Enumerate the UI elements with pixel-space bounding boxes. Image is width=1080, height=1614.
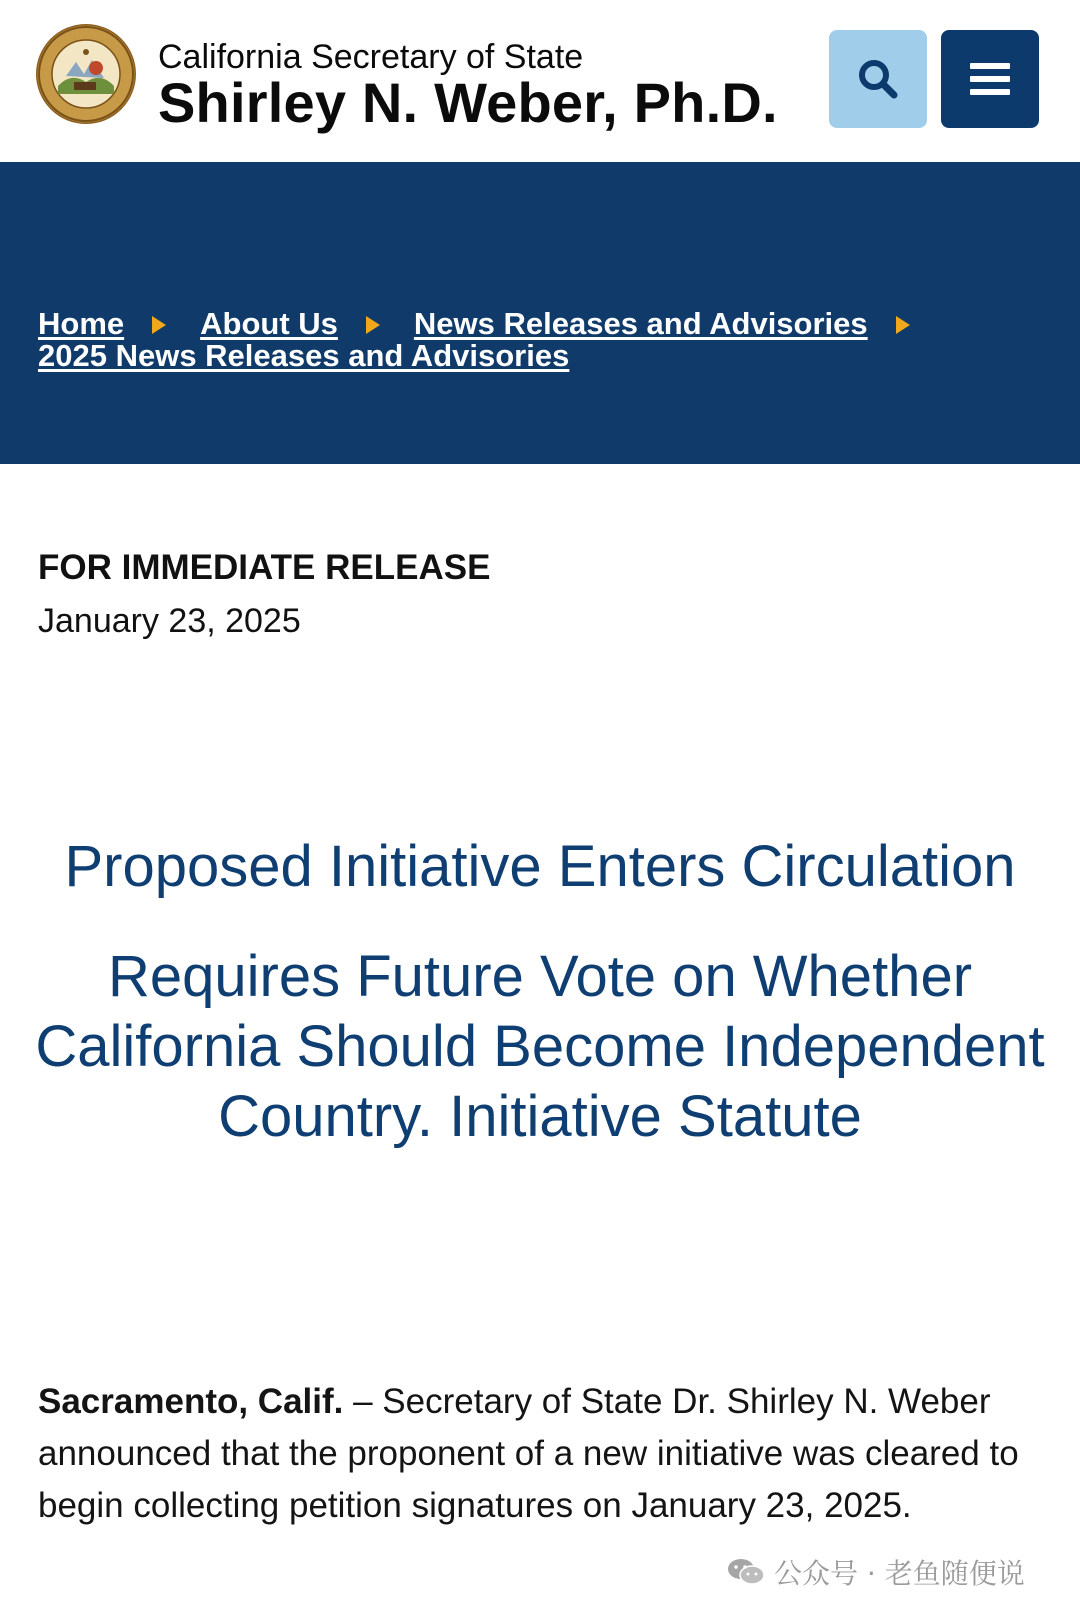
breadcrumb-home[interactable]: Home	[38, 306, 125, 341]
article-body	[38, 1376, 1048, 1532]
breadcrumb-arrow-icon	[152, 316, 166, 334]
site-subtitle: California Secretary of State	[158, 38, 584, 76]
search-icon	[856, 57, 900, 101]
breadcrumb-news-releases[interactable]: News Releases and Advisories	[413, 306, 868, 341]
site-header	[0, 0, 1080, 160]
breadcrumb-about-us[interactable]: About Us	[200, 306, 338, 341]
search-button[interactable]	[829, 30, 927, 128]
dateline: Sacramento, Calif.	[38, 1382, 344, 1421]
great-seal-logo[interactable]	[36, 24, 136, 124]
headline-title: Proposed Initiative Enters Circulation	[64, 834, 1016, 899]
menu-button[interactable]	[941, 30, 1039, 128]
watermark-text: 公众号 · 老鱼随便说	[774, 1557, 1025, 1590]
wechat-icon	[726, 1556, 766, 1588]
article-text: – Secretary of State Dr. Shirley N. Weber announced that the proponent of a new initiative was cleared to begin collecting petition signatures on January 23, 2025.	[38, 1382, 1019, 1525]
seal-icon	[36, 24, 136, 124]
breadcrumb	[38, 308, 1048, 372]
breadcrumb-banner	[0, 162, 1080, 464]
breadcrumb-arrow-icon	[366, 316, 380, 334]
breadcrumb-2025-news[interactable]: 2025 News Releases and Advisories	[38, 338, 570, 373]
breadcrumb-arrow-icon	[896, 316, 910, 334]
watermark	[726, 1552, 1025, 1592]
release-label: FOR IMMEDIATE RELEASE	[38, 548, 491, 587]
hamburger-menu-icon	[968, 59, 1012, 99]
release-date: January 23, 2025	[38, 602, 301, 640]
official-name[interactable]: Shirley N. Weber, Ph.D.	[158, 71, 778, 134]
headline-subtitle: Requires Future Vote on Whether California Should Become Independent Country. Initiative Statute	[35, 944, 1045, 1149]
